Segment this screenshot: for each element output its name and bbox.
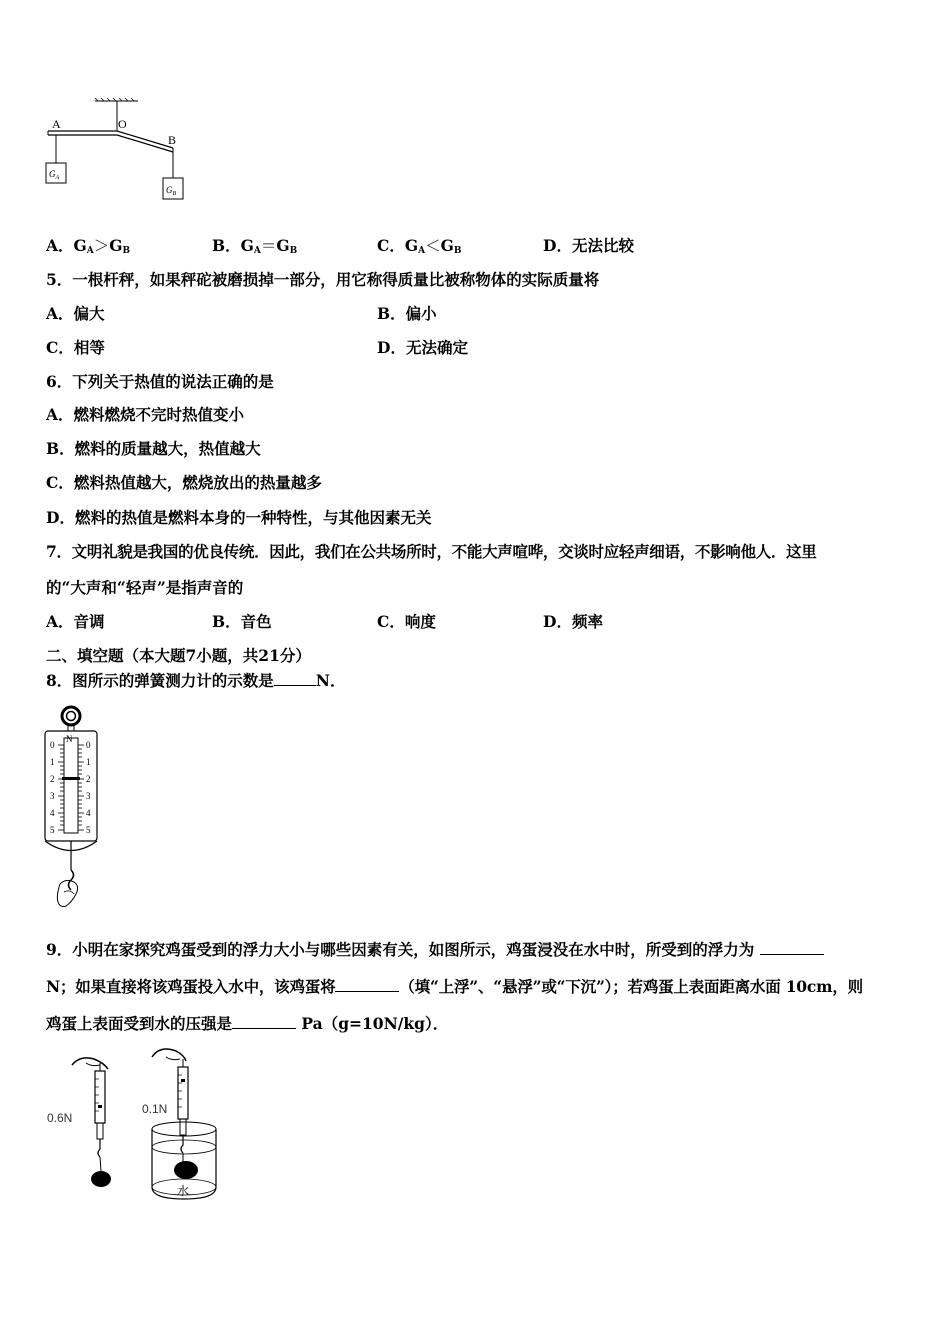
q6-option-b: B．燃料的质量越大，热值越大 [46,439,261,458]
svg-text:GA [49,169,60,181]
q5-option-b: B．偏小 [377,304,437,323]
q7-stem-line1: 7．文明礼貌是我国的优良传统．因此，我们在公共场所时，不能大声喧哗，交谈时应轻声细语，不影响他人．这里 [46,542,817,561]
q5-option-a: A．偏大 [46,304,105,323]
q5-option-c: C．相等 [46,338,105,357]
weight-a-label: G [49,169,56,179]
scale-pointer [62,777,80,780]
scale-tick-1-right: 1 [86,757,91,767]
q5-stem: 5．一根杆秤，如果秤砣被磨损掉一部分，用它称得质量比被称物体的实际质量将 [46,270,600,289]
egg-in-water [174,1161,198,1179]
scale-tick-3-left: 3 [50,791,55,801]
water-label: 水 [177,1184,190,1198]
q9-blank-pressure[interactable] [232,1014,296,1029]
reading-in-air: 0.6N [47,1111,73,1125]
scale-tick-5-right: 5 [86,825,91,835]
q6-option-a: A．燃料燃烧不完时热值变小 [46,405,245,424]
weight-b-sub: B [172,191,177,197]
scale-tick-1-left: 1 [50,757,55,767]
q9-line1: 9．小明在家探究鸡蛋受到的浮力大小与哪些因素有关，如图所示，鸡蛋浸没在水中时，所受到的浮力为 [46,940,824,960]
q9-blank-state[interactable] [335,977,399,992]
scale-tick-2-right: 2 [86,774,91,784]
q7-option-a: A．音调 [46,612,105,631]
q6-option-d: D．燃料的热值是燃料本身的一种特性，与其他因素无关 [46,508,432,527]
q9-blank-buoyancy[interactable] [760,940,824,955]
q7-option-c: C．响度 [377,612,436,631]
q4-option-c: C．$G_A<G_B$ [377,236,462,256]
q6-stem: 6．下列关于热值的说法正确的是 [46,372,274,391]
q9-line3: 鸡蛋上表面受到水的压强是 Pa（g=10N/kg）． [46,1014,449,1033]
lever-label-o: O [118,117,127,131]
spring-scale-figure [40,702,110,914]
lever-figure [40,95,190,210]
q6-option-c: C．燃料热值越大，燃烧放出的热量越多 [46,473,322,492]
section-title: 二、填空题（本大题7小题，共21分） [46,646,311,665]
scale-tick-5-left: 5 [50,825,55,835]
q7-option-b: B．音色 [212,612,272,631]
scale-tick-2-left: 2 [50,774,55,784]
scale-unit: N [66,734,73,744]
q7-option-d: D．频率 [543,612,603,631]
lever-label-a: A [52,117,61,131]
q4-option-b: B．$G_A=G_B$ [212,236,298,256]
scale-in-water [142,1049,216,1199]
q5-option-d: D．无法确定 [377,338,468,357]
scale-tick-3-right: 3 [86,791,91,801]
q8-stem: 8．图所示的弹簧测力计的示数是 N． [46,671,346,690]
scale-tick-4-left: 4 [50,808,55,818]
weight-a-sub: A [55,175,60,181]
scale-tick-4-right: 4 [86,808,91,818]
q4-option-d: D．无法比较 [543,236,634,255]
weight-b-label: G [166,185,173,195]
lever-label-b: B [168,133,177,147]
q8-answer-blank[interactable] [274,671,316,686]
scale-tick-0-right: 0 [86,740,91,750]
q9-line2: N；如果直接将该鸡蛋投入水中，该鸡蛋将 （填“上浮”、“悬浮”或“下沉”）；若鸡蛋上表面距离水面 10cm，则 [46,977,863,996]
egg-buoyancy-figure [40,1045,240,1205]
scale-in-air [47,1058,111,1187]
q7-stem-line2: 的“大声和“轻声”是指声音的 [46,578,244,597]
scale-tick-0-left: 0 [50,740,55,750]
reading-in-water: 0.1N [142,1102,168,1116]
svg-text:GB [166,185,177,197]
egg-in-air [91,1171,111,1187]
q4-option-a: A．$G_A>G_B$ [46,236,131,256]
